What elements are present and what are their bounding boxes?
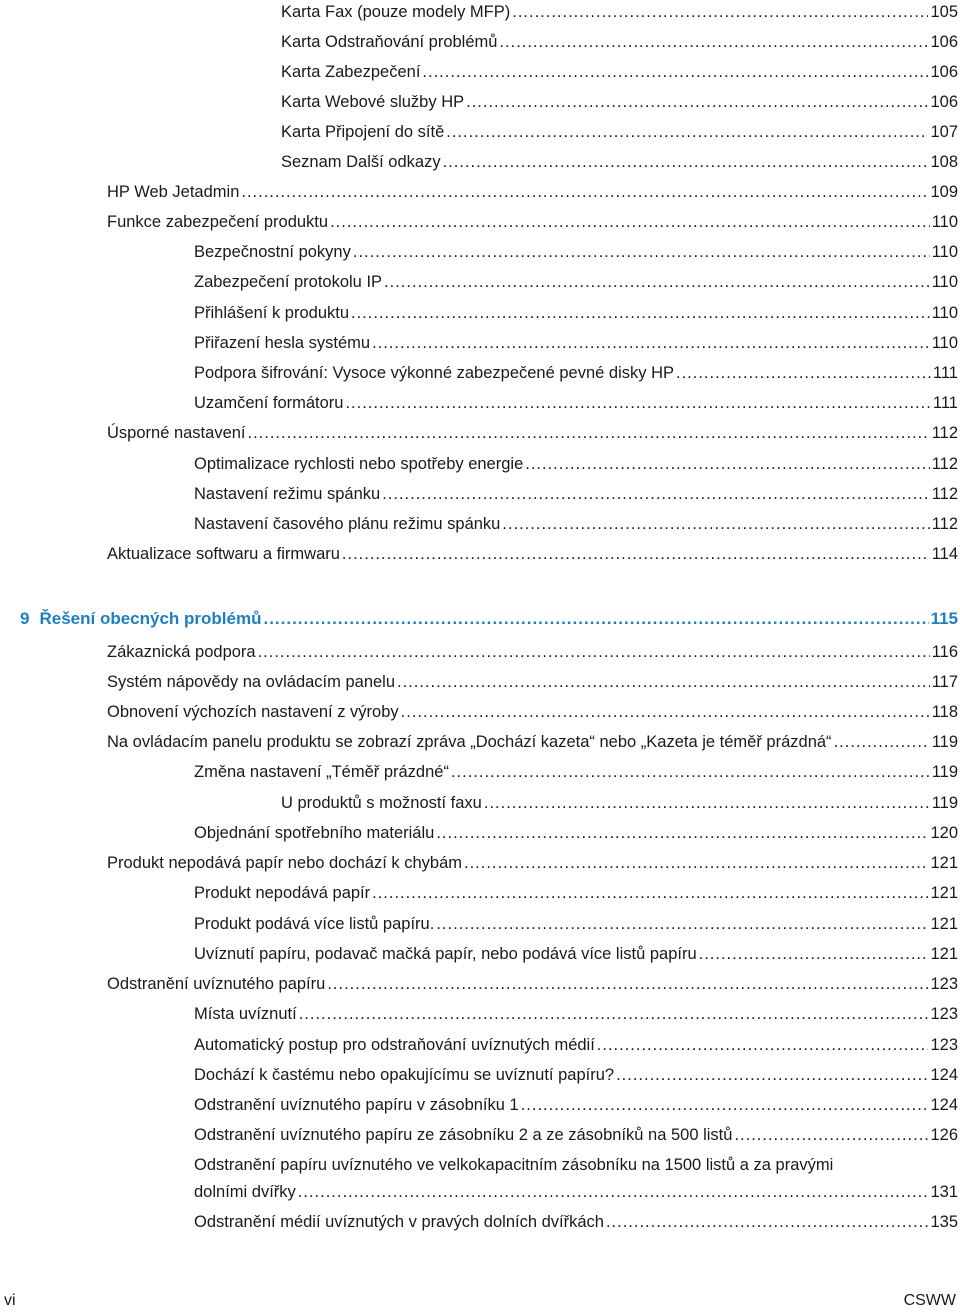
toc-entry-title: Nastavení režimu spánku [194, 485, 381, 503]
dot-leader [241, 181, 928, 203]
chapter-title: Řešení obecných problémů [39, 609, 262, 628]
toc-entry[interactable] [281, 1, 958, 23]
chapter-heading[interactable] [20, 608, 958, 630]
toc-page-number: 121 [930, 945, 958, 963]
toc-page-number: 111 [932, 364, 958, 382]
dot-leader [258, 641, 930, 663]
toc-entry[interactable] [194, 392, 958, 414]
toc-page-number: 112 [931, 424, 958, 442]
toc-entry-title: Nastavení časového plánu režimu spánku [194, 515, 501, 533]
toc-entry[interactable] [194, 1211, 958, 1233]
dot-leader [345, 392, 930, 414]
dot-leader [521, 1094, 929, 1116]
toc-page-number: 110 [931, 334, 958, 352]
chapter-page-number: 115 [930, 609, 958, 628]
toc-page-number: 110 [931, 304, 958, 322]
dot-leader [734, 1124, 928, 1146]
dot-leader [327, 973, 928, 995]
toc-page-number: 118 [931, 703, 958, 721]
toc-page-number: 119 [931, 733, 958, 751]
dot-leader [436, 822, 928, 844]
toc-page-number: 112 [931, 455, 958, 473]
toc-page-number: 123 [930, 1005, 958, 1023]
dot-leader [353, 241, 930, 263]
toc-entry-title: Obnovení výchozích nastavení z výroby [107, 703, 399, 721]
dot-leader [397, 671, 930, 693]
dot-leader [299, 1003, 929, 1025]
dot-leader [484, 792, 930, 814]
toc-entry[interactable] [107, 211, 958, 233]
dot-leader [451, 761, 930, 783]
toc-page-number: 116 [931, 643, 958, 661]
toc-entry-title: Uzamčení formátoru [194, 394, 344, 412]
dot-leader [401, 701, 930, 723]
toc-entry[interactable] [107, 701, 958, 723]
dot-leader [834, 731, 930, 753]
toc-entry-title: Funkce zabezpečení produktu [107, 213, 329, 231]
toc-entry-title: Bezpečnostní pokyny [194, 243, 351, 261]
toc-entry[interactable] [194, 362, 958, 384]
toc-page-number: 117 [931, 673, 958, 691]
toc-entry-title: Karta Webové služby HP [281, 93, 465, 111]
toc-entry-title: Systém nápovědy na ovládacím panelu [107, 673, 396, 691]
toc-entry-title: Dochází k častému nebo opakujícímu se uvíznutí papíru? [194, 1066, 615, 1084]
toc-entry-title: Karta Připojení do sítě [281, 123, 445, 141]
toc-entry-title: Aktualizace softwaru a firmwaru [107, 545, 340, 563]
toc-page-number: 121 [930, 915, 958, 933]
toc-entry-title: HP Web Jetadmin [107, 183, 240, 201]
toc-entry[interactable] [107, 973, 958, 995]
toc-entry[interactable] [107, 641, 958, 663]
toc-entry[interactable] [281, 31, 958, 53]
toc-page-number: 121 [930, 854, 958, 872]
dot-leader [606, 1211, 929, 1233]
toc-page-number: 119 [931, 763, 958, 781]
toc-entry[interactable] [281, 61, 958, 83]
chapter-number: 9 [20, 609, 30, 628]
toc-entry-title: Na ovládacím panelu produktu se zobrazí zpráva „Dochází kazeta“ nebo „Kazeta je téměř prázdná“ [107, 733, 832, 751]
toc-page-number: 123 [930, 1036, 958, 1054]
toc-page-number: 110 [931, 213, 958, 231]
toc-page-number: 112 [931, 485, 958, 503]
toc-entry[interactable] [281, 151, 958, 173]
toc-entry[interactable] [194, 1064, 958, 1086]
dot-leader [464, 852, 928, 874]
dot-leader [263, 608, 928, 630]
toc-entry[interactable] [107, 422, 958, 444]
toc-entry[interactable] [107, 671, 958, 693]
toc-entry[interactable] [194, 1094, 958, 1116]
dot-leader [466, 91, 928, 113]
toc-entry-title: Úsporné nastavení [107, 424, 246, 442]
toc-page-number: 124 [930, 1096, 958, 1114]
dot-leader [502, 513, 929, 535]
toc-entry[interactable] [281, 792, 958, 814]
footer-page-number: vi [4, 1292, 16, 1309]
toc-entry-title: Změna nastavení „Téměř prázdné“ [194, 763, 449, 781]
dot-leader [372, 332, 930, 354]
toc-entry-title-line1: Odstranění papíru uvíznutého ve velkokapacitním zásobníku na 1500 listů a za pravými [194, 1156, 834, 1174]
dot-leader [616, 1064, 928, 1086]
toc-entry[interactable] [107, 852, 958, 874]
toc-entry[interactable] [194, 1034, 958, 1056]
toc-entry-title: Produkt nepodává papír [194, 884, 371, 902]
dot-leader [446, 121, 928, 143]
dot-leader [382, 483, 930, 505]
dot-leader [525, 453, 929, 475]
toc-entry-title: Podpora šifrování: Vysoce výkonné zabezpečené pevné disky HP [194, 364, 674, 382]
toc-entry[interactable] [107, 731, 958, 753]
dot-leader [342, 543, 930, 565]
toc-entry-title: Odstranění uvíznutého papíru [107, 975, 326, 993]
dot-leader [597, 1034, 929, 1056]
toc-entry[interactable] [194, 483, 958, 505]
toc-page-number: 110 [931, 243, 958, 261]
toc-entry-title: Produkt nepodává papír nebo dochází k chybám [107, 854, 462, 872]
dot-leader [248, 422, 930, 444]
toc-entry-title: Zákaznická podpora [107, 643, 256, 661]
dot-leader [298, 1181, 929, 1203]
toc-page-number: 111 [932, 394, 958, 412]
toc-entry-title: Karta Zabezpečení [281, 63, 421, 81]
toc-entry[interactable] [194, 332, 958, 354]
toc-entry[interactable] [107, 543, 958, 565]
toc-entry-title: Objednání spotřebního materiálu [194, 824, 435, 842]
toc-entry-title: Přiřazení hesla systému [194, 334, 371, 352]
toc-page-number: 106 [930, 33, 958, 51]
toc-page-number: 124 [930, 1066, 958, 1084]
toc-page-number: 110 [931, 273, 958, 291]
toc-page-number: 135 [930, 1213, 958, 1231]
toc-entry[interactable] [281, 91, 958, 113]
dot-leader [699, 943, 929, 965]
toc-page-number: 105 [930, 3, 958, 21]
toc-page-number: 123 [930, 975, 958, 993]
toc-page-number: 106 [930, 63, 958, 81]
toc-entry[interactable] [107, 181, 958, 203]
toc-page-number: 114 [931, 545, 958, 563]
dot-leader [512, 1, 928, 23]
toc-entry[interactable] [194, 513, 958, 535]
toc-page-number: 108 [930, 153, 958, 171]
dot-leader [436, 913, 928, 935]
toc-entry-title: Automatický postup pro odstraňování uvíznutých médií [194, 1036, 595, 1054]
toc-entry-title: Karta Fax (pouze modely MFP) [281, 3, 511, 21]
toc-page-number: 121 [930, 884, 958, 902]
dot-leader [443, 151, 929, 173]
dot-leader [330, 211, 930, 233]
dot-leader [422, 61, 928, 83]
toc-page-number: 106 [930, 93, 958, 111]
toc-entry[interactable] [194, 822, 958, 844]
toc-entry-title: Odstranění uvíznutého papíru v zásobníku 1 [194, 1096, 519, 1114]
toc-entry[interactable] [194, 761, 958, 783]
footer-doc-code: CSWW [903, 1292, 956, 1309]
toc-entry[interactable] [194, 882, 958, 904]
toc-entry-title: Produkt podává více listů papíru. [194, 915, 435, 933]
dot-leader [351, 302, 930, 324]
toc-entry-title: Optimalizace rychlosti nebo spotřeby energie [194, 455, 524, 473]
toc-entry-title: Karta Odstraňování problémů [281, 33, 498, 51]
toc-entry-title: Odstranění uvíznutého papíru ze zásobníku 2 a ze zásobníků na 500 listů [194, 1126, 733, 1144]
toc-entry[interactable] [281, 121, 958, 143]
toc-entry[interactable] [194, 453, 958, 475]
toc-page-number: 126 [930, 1126, 958, 1144]
toc-entry[interactable] [194, 913, 958, 935]
toc-entry[interactable] [194, 1003, 958, 1025]
dot-leader [499, 31, 928, 53]
toc-entry-title: Odstranění médií uvíznutých v pravých dolních dvířkách [194, 1213, 604, 1231]
toc-entry-title: U produktů s možností faxu [281, 794, 482, 812]
toc-entry-title: Seznam Další odkazy [281, 153, 441, 171]
dot-leader [372, 882, 928, 904]
toc-entry-title-line2: dolními dvířky [194, 1183, 296, 1201]
toc-entry-title: Uvíznutí papíru, podavač mačká papír, nebo podává více listů papíru [194, 945, 697, 963]
toc-page-number: 112 [931, 515, 958, 533]
toc-entry[interactable] [194, 271, 958, 293]
toc-entry[interactable] [194, 241, 958, 263]
toc-entry-title: Místa uvíznutí [194, 1005, 297, 1023]
toc-entry[interactable] [194, 943, 958, 965]
toc-entry[interactable] [194, 1124, 958, 1146]
toc-page-number: 120 [930, 824, 958, 842]
dot-leader [676, 362, 931, 384]
toc-page-number: 109 [930, 183, 958, 201]
toc-page-number: 131 [930, 1183, 958, 1201]
toc-entry-multiline[interactable] [194, 1154, 958, 1203]
toc-entry[interactable] [194, 302, 958, 324]
toc-page-number: 107 [930, 123, 958, 141]
dot-leader [384, 271, 930, 293]
toc-entry-title: Přihlášení k produktu [194, 304, 350, 322]
toc-page-number: 119 [931, 794, 958, 812]
toc-entry-title: Zabezpečení protokolu IP [194, 273, 383, 291]
